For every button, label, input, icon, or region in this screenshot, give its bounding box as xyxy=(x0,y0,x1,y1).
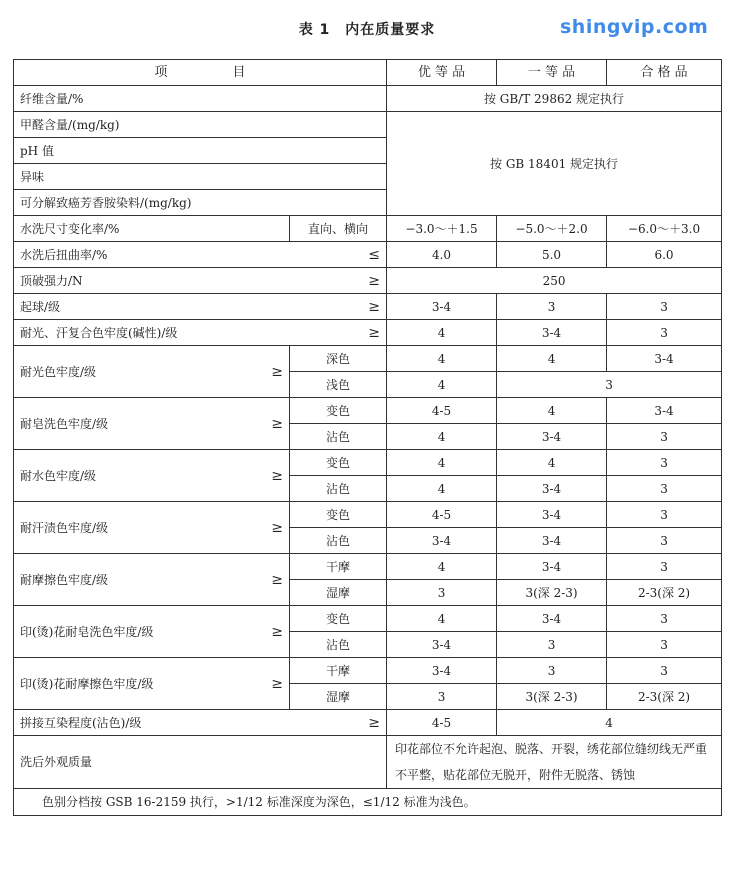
table-row xyxy=(14,112,722,138)
table-row xyxy=(14,789,722,816)
comparison-operator: ≥ xyxy=(271,675,283,692)
row-label: 可分解致癌芳香胺染料/(mg/kg) xyxy=(14,190,387,216)
comparison-operator: ≥ xyxy=(271,571,283,588)
row-label: 耐汗渍色牢度/级 xyxy=(20,520,109,535)
grade-value: 3-4 xyxy=(497,528,607,554)
grade-value: 3 xyxy=(607,476,722,502)
grade-value: 3-4 xyxy=(387,294,497,320)
grade-value: −5.0～＋2.0 xyxy=(497,216,607,242)
grade-value: 3 xyxy=(607,528,722,554)
row-label: 耐光色牢度/级 xyxy=(20,364,97,379)
quality-requirements-table xyxy=(13,59,722,816)
grade-value: 3 xyxy=(497,294,607,320)
row-label: 耐水色牢度/级 xyxy=(20,468,97,483)
table-row xyxy=(14,398,722,424)
grade-value: 3-4 xyxy=(497,320,607,346)
grade-value: 3 xyxy=(607,632,722,658)
row-label: 异味 xyxy=(14,164,387,190)
header-grade-qualified: 合 格 品 xyxy=(607,60,722,86)
grade-value: 3-4 xyxy=(497,606,607,632)
comparison-operator: ≥ xyxy=(271,467,283,484)
table-row xyxy=(14,606,722,632)
table-row xyxy=(14,710,722,736)
grade-value: 3 xyxy=(607,554,722,580)
table-row xyxy=(14,294,722,320)
grade-value: 250 xyxy=(387,268,722,294)
table-row xyxy=(14,268,722,294)
grade-value: 3-4 xyxy=(387,528,497,554)
row-label: 耐光、汗复合色牢度(碱性)/级 xyxy=(20,325,178,340)
table-row xyxy=(14,216,722,242)
comparison-operator: ≥ xyxy=(368,324,381,341)
row-label: 顶破强力/N xyxy=(20,273,83,288)
table-row xyxy=(14,450,722,476)
comparison-operator: ≥ xyxy=(368,272,381,289)
sub-label: 深色 xyxy=(290,346,387,372)
table-row xyxy=(14,502,722,528)
sub-label: 干摩 xyxy=(290,658,387,684)
comparison-operator: ≥ xyxy=(271,519,283,536)
sub-label: 变色 xyxy=(290,398,387,424)
grade-value: 3-4 xyxy=(497,476,607,502)
grade-value: 3-4 xyxy=(387,658,497,684)
grade-value: 3 xyxy=(607,294,722,320)
row-label-cell xyxy=(14,268,387,294)
header-item: 项 目 xyxy=(14,60,387,86)
table-footnote: 色别分档按 GSB 16-2159 执行，>1/12 标准深度为深色，≤1/12 标准为浅色。 xyxy=(14,789,722,816)
grade-value: 3(深 2-3) xyxy=(497,580,607,606)
row-label-cell xyxy=(14,502,290,554)
grade-value: 3-4 xyxy=(607,398,722,424)
grade-value: 3-4 xyxy=(387,632,497,658)
row-label: pH 值 xyxy=(14,138,387,164)
grade-value: 3-4 xyxy=(497,554,607,580)
grade-value: 4-5 xyxy=(387,502,497,528)
row-label: 洗后外观质量 xyxy=(14,736,387,789)
row-label-cell xyxy=(14,606,290,658)
row-label: 耐摩擦色牢度/级 xyxy=(20,572,109,587)
sub-label: 变色 xyxy=(290,450,387,476)
grade-value: 4 xyxy=(387,346,497,372)
row-label-cell xyxy=(14,294,387,320)
header-row xyxy=(14,60,722,86)
row-qualifier: 直向、横向 xyxy=(290,216,387,242)
grade-value: 3-4 xyxy=(497,424,607,450)
table-row xyxy=(14,554,722,580)
grade-value: 3 xyxy=(607,450,722,476)
table-row xyxy=(14,346,722,372)
sub-label: 湿摩 xyxy=(290,580,387,606)
row-value: 按 GB 18401 规定执行 xyxy=(387,112,722,216)
grade-value: 4 xyxy=(387,476,497,502)
grade-value: 4-5 xyxy=(387,398,497,424)
row-label: 纤维含量/% xyxy=(14,86,387,112)
row-label-cell xyxy=(14,242,387,268)
row-label: 水洗尺寸变化率/% xyxy=(14,216,290,242)
comparison-operator: ≥ xyxy=(271,415,283,432)
row-label-cell xyxy=(14,710,387,736)
grade-value: 2-3(深 2) xyxy=(607,684,722,710)
row-label-cell xyxy=(14,554,290,606)
row-value: 印花部位不允许起泡、脱落、开裂，绣花部位缝纫线无严重不平整，贴花部位无脱开，附件无脱落、锈蚀 xyxy=(387,736,722,789)
table-row xyxy=(14,320,722,346)
table-row xyxy=(14,658,722,684)
sub-label: 变色 xyxy=(290,606,387,632)
row-label: 水洗后扭曲率/% xyxy=(20,247,108,262)
grade-value: 4.0 xyxy=(387,242,497,268)
table-row xyxy=(14,242,722,268)
row-label: 拼接互染程度(沾色)/级 xyxy=(20,715,142,730)
row-label-cell xyxy=(14,658,290,710)
grade-value: 5.0 xyxy=(497,242,607,268)
grade-value: 4 xyxy=(387,424,497,450)
table-row xyxy=(14,736,722,789)
grade-value: 4 xyxy=(497,450,607,476)
grade-value: 4 xyxy=(387,320,497,346)
sub-label: 沾色 xyxy=(290,632,387,658)
grade-value: 3 xyxy=(497,658,607,684)
comparison-operator: ≥ xyxy=(271,363,283,380)
grade-value: −3.0～＋1.5 xyxy=(387,216,497,242)
grade-value: 4-5 xyxy=(387,710,497,736)
sub-label: 沾色 xyxy=(290,528,387,554)
grade-value: 6.0 xyxy=(607,242,722,268)
grade-value: 3 xyxy=(497,632,607,658)
grade-value: 3 xyxy=(607,320,722,346)
grade-value: 4 xyxy=(387,554,497,580)
grade-value: −6.0～＋3.0 xyxy=(607,216,722,242)
grade-value: 3 xyxy=(387,684,497,710)
sub-label: 干摩 xyxy=(290,554,387,580)
grade-value: 3-4 xyxy=(607,346,722,372)
comparison-operator: ≥ xyxy=(271,623,283,640)
row-value: 按 GB/T 29862 规定执行 xyxy=(387,86,722,112)
sub-label: 变色 xyxy=(290,502,387,528)
grade-value: 3 xyxy=(607,606,722,632)
row-label: 甲醛含量/(mg/kg) xyxy=(14,112,387,138)
comparison-operator: ≥ xyxy=(368,714,381,731)
grade-value: 4 xyxy=(497,710,722,736)
header-grade-superior: 优 等 品 xyxy=(387,60,497,86)
grade-value: 3 xyxy=(387,580,497,606)
row-label-cell xyxy=(14,346,290,398)
row-label-cell xyxy=(14,450,290,502)
sub-label: 湿摩 xyxy=(290,684,387,710)
grade-value: 4 xyxy=(387,606,497,632)
table-row xyxy=(14,86,722,112)
grade-value: 3-4 xyxy=(497,502,607,528)
row-label-cell xyxy=(14,398,290,450)
grade-value: 3 xyxy=(497,372,722,398)
grade-value: 3 xyxy=(607,424,722,450)
grade-value: 3 xyxy=(607,502,722,528)
grade-value: 4 xyxy=(387,372,497,398)
grade-value: 3 xyxy=(607,658,722,684)
row-label-cell xyxy=(14,320,387,346)
row-label: 耐皂洗色牢度/级 xyxy=(20,416,109,431)
row-label: 印(烫)花耐摩擦色牢度/级 xyxy=(20,676,154,691)
grade-value: 3(深 2-3) xyxy=(497,684,607,710)
sub-label: 沾色 xyxy=(290,476,387,502)
watermark: shingvip.com xyxy=(560,16,709,38)
comparison-operator: ≤ xyxy=(368,246,381,263)
row-label: 起球/级 xyxy=(20,299,61,314)
table-title: 表 1 内在质量要求 xyxy=(298,22,436,38)
row-label: 印(烫)花耐皂洗色牢度/级 xyxy=(20,624,154,639)
grade-value: 2-3(深 2) xyxy=(607,580,722,606)
comparison-operator: ≥ xyxy=(368,298,381,315)
grade-value: 4 xyxy=(387,450,497,476)
sub-label: 浅色 xyxy=(290,372,387,398)
grade-value: 4 xyxy=(497,346,607,372)
sub-label: 沾色 xyxy=(290,424,387,450)
header-grade-first: 一 等 品 xyxy=(497,60,607,86)
grade-value: 4 xyxy=(497,398,607,424)
